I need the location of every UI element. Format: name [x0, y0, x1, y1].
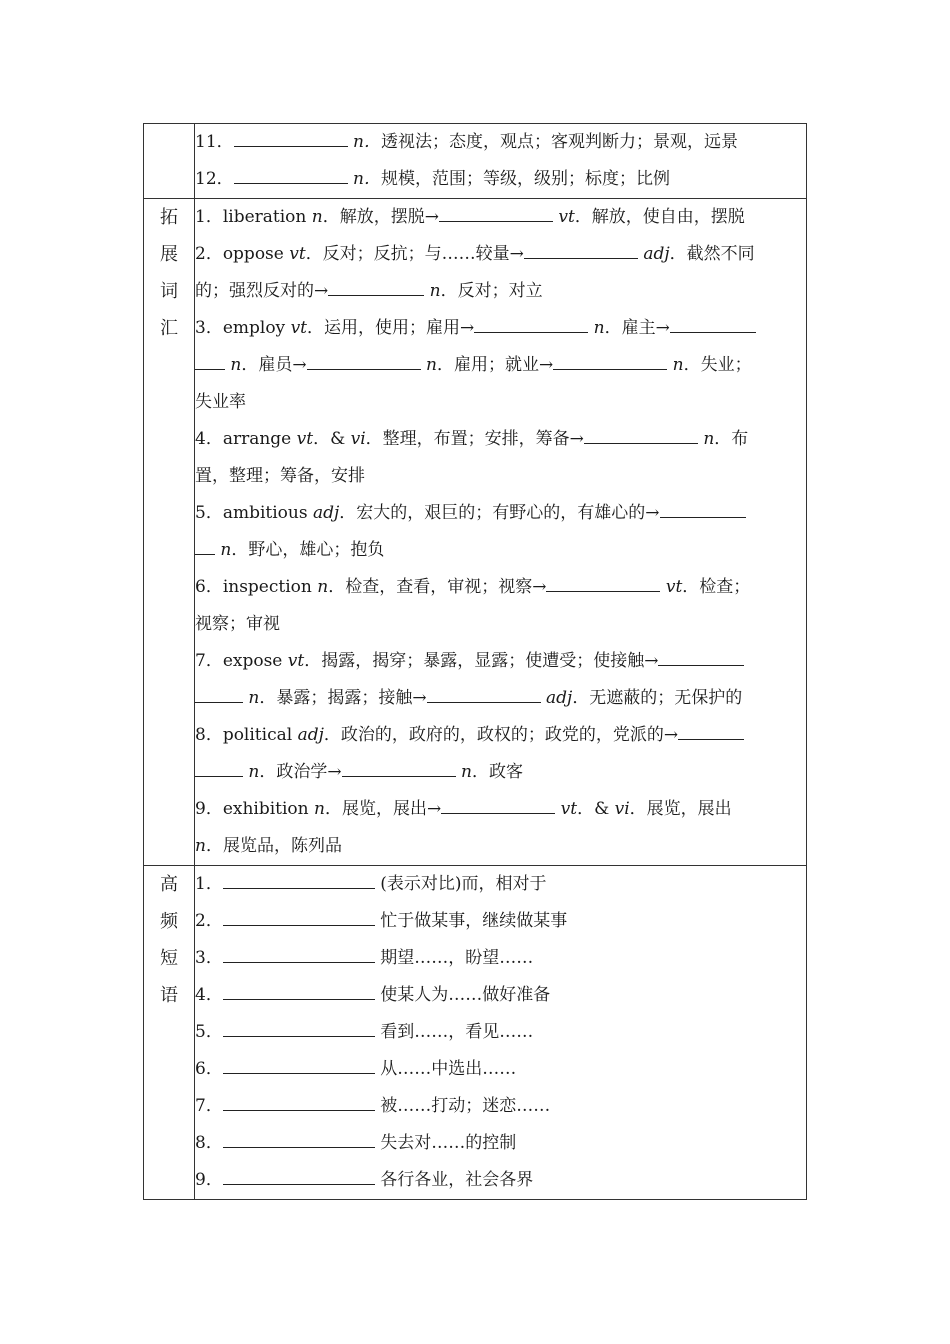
list-item	[195, 161, 806, 198]
item-meaning: 失去对……的控制	[380, 1133, 517, 1153]
text: ．政治的，政府的，政权的；政党的，党派的→	[323, 725, 679, 745]
text: ．野心，雄心；抱负	[231, 540, 385, 560]
vocab-line	[195, 421, 806, 458]
part-of-speech: n	[311, 207, 323, 227]
text: ．揭露，揭穿；暴露，显露；使遭受；使接触→	[304, 651, 659, 671]
part-of-speech: vt	[290, 318, 307, 338]
vocab-line	[195, 828, 806, 865]
item-meaning: 忙于做某事，继续做某事	[380, 911, 568, 931]
extended-vocab-label	[144, 199, 195, 866]
text: ．政治学→	[259, 762, 342, 782]
text: 3．employ	[195, 318, 291, 338]
text: ．宏大的，艰巨的；有野心的，有雄心的→	[339, 503, 660, 523]
answer-blank[interactable]	[223, 944, 375, 963]
answer-blank[interactable]	[195, 536, 215, 555]
phrase-item	[195, 977, 806, 1014]
text: ．解放，摆脱→	[322, 207, 439, 227]
part-of-speech: vt	[296, 429, 314, 449]
answer-blank[interactable]	[342, 758, 456, 777]
part-of-speech: n	[426, 355, 437, 375]
answer-blank[interactable]	[307, 351, 421, 370]
answer-blank[interactable]	[427, 684, 541, 703]
text: ．反对；对立	[440, 281, 543, 301]
extended-vocab-content	[195, 199, 807, 866]
answer-blank[interactable]	[223, 1129, 375, 1148]
phrase-item	[195, 1125, 806, 1162]
label-char: 语	[160, 985, 178, 1006]
part-of-speech: n	[461, 762, 472, 782]
answer-blank[interactable]	[195, 684, 243, 703]
phrases-content	[195, 866, 807, 1200]
continued-content-cell	[195, 124, 807, 199]
text: ．展览，展出	[629, 799, 732, 819]
text: 5．ambitious	[195, 503, 313, 523]
text: ．雇员→	[241, 355, 307, 375]
vocab-line	[195, 384, 806, 421]
part-of-speech: n．	[353, 132, 381, 152]
vocab-line	[195, 532, 806, 569]
label-char: 拓	[160, 207, 178, 228]
extended-vocab-row	[144, 199, 807, 866]
text: ．政客	[471, 762, 523, 782]
item-number: 3．	[195, 948, 223, 968]
text: ．展览，展出→	[324, 799, 442, 819]
item-meaning: 看到……，看见……	[380, 1022, 534, 1042]
vocab-line	[195, 643, 806, 680]
part-of-speech: adj	[297, 725, 324, 745]
label-char: 词	[160, 281, 178, 302]
answer-blank[interactable]	[328, 277, 424, 296]
continued-label-cell	[144, 124, 195, 199]
answer-blank[interactable]	[234, 165, 348, 184]
vocab-line	[195, 791, 806, 828]
vocab-line	[195, 495, 806, 532]
item-meaning: 被……打动；迷恋……	[380, 1096, 551, 1116]
answer-blank[interactable]	[223, 1166, 375, 1185]
text: ．截然不同	[669, 244, 755, 264]
part-of-speech: n	[248, 762, 260, 782]
part-of-speech: vi	[614, 799, 630, 819]
vocabulary-table	[143, 123, 807, 1200]
vocab-line	[195, 606, 806, 643]
answer-blank[interactable]	[660, 499, 746, 518]
vocab-line	[195, 347, 806, 384]
phrase-item	[195, 903, 806, 940]
answer-blank[interactable]	[670, 314, 756, 333]
vocab-line	[195, 199, 806, 236]
item-number: 9．	[195, 1170, 223, 1190]
label-char: 高	[160, 874, 178, 895]
answer-blank[interactable]	[553, 351, 667, 370]
phrase-item	[195, 1162, 806, 1199]
text: 视察；审视	[195, 614, 280, 634]
part-of-speech: n	[230, 355, 242, 375]
vocab-line	[195, 754, 806, 791]
text: ．雇用；就业→	[436, 355, 554, 375]
part-of-speech: adj	[643, 244, 670, 264]
text: 1．liberation	[195, 207, 312, 227]
item-meaning: 期望……，盼望……	[380, 948, 534, 968]
text: 9．exhibition	[195, 799, 315, 819]
text: 的；强烈反对的→	[195, 281, 329, 301]
item-number: 4．	[195, 985, 223, 1005]
answer-blank[interactable]	[678, 721, 744, 740]
item-meaning: 从……中选出……	[380, 1059, 517, 1079]
answer-blank[interactable]	[584, 425, 698, 444]
text: 6．inspection	[195, 577, 318, 597]
answer-blank[interactable]	[439, 203, 553, 222]
part-of-speech: vt	[289, 244, 306, 264]
answer-blank[interactable]	[524, 240, 638, 259]
text: ．整理，布置；安排，筹备→	[365, 429, 584, 449]
label-char: 汇	[160, 318, 178, 339]
phrase-item	[195, 866, 806, 903]
vocab-line	[195, 236, 806, 273]
text: ．解放，使自由，摆脱	[574, 207, 745, 227]
part-of-speech: n	[195, 836, 206, 856]
text: ．检查；	[682, 577, 751, 597]
text: ．&	[577, 799, 615, 819]
text: 4．arrange	[195, 429, 297, 449]
text: ．展览品，陈列品	[205, 836, 342, 856]
answer-blank[interactable]	[223, 1018, 375, 1037]
text: 置，整理；筹备，安排	[195, 466, 365, 486]
vocab-line	[195, 273, 806, 310]
part-of-speech: n	[703, 429, 715, 449]
text: ．检查，查看，审视；视察→	[328, 577, 547, 597]
item-number: 6．	[195, 1059, 223, 1079]
part-of-speech: n	[220, 540, 232, 560]
part-of-speech: vt	[560, 799, 578, 819]
answer-blank[interactable]	[223, 981, 375, 1000]
vocab-line	[195, 569, 806, 606]
answer-blank[interactable]	[223, 1055, 375, 1074]
answer-blank[interactable]	[195, 351, 225, 370]
part-of-speech: adj	[312, 503, 340, 523]
part-of-speech: n	[429, 281, 441, 301]
item-meaning: 各行各业，社会各界	[380, 1170, 534, 1190]
answer-blank[interactable]	[658, 647, 744, 666]
text: 2．oppose	[195, 244, 290, 264]
text: ．布	[714, 429, 749, 449]
vocab-line	[195, 680, 806, 717]
text: 7．expose	[195, 651, 288, 671]
part-of-speech: vi	[350, 429, 366, 449]
item-number: 5．	[195, 1022, 223, 1042]
vocab-line	[195, 310, 806, 347]
item-meaning: 透视法；态度，观点；客观判断力；景观，远景	[381, 132, 738, 152]
phrase-item	[195, 940, 806, 977]
answer-blank[interactable]	[441, 795, 555, 814]
answer-blank[interactable]	[223, 1092, 375, 1111]
text: ．运用，使用；雇用→	[307, 318, 475, 338]
item-meaning: 使某人为……做好准备	[380, 985, 551, 1005]
item-number: 11．	[195, 132, 234, 152]
part-of-speech: n	[314, 799, 325, 819]
label-char: 展	[160, 244, 178, 265]
text: 8．political	[195, 725, 298, 745]
text: ．失业；	[683, 355, 752, 375]
part-of-speech: vt	[287, 651, 305, 671]
item-number: 8．	[195, 1133, 223, 1153]
part-of-speech: vt	[665, 577, 683, 597]
part-of-speech: n	[672, 355, 684, 375]
vocab-line	[195, 717, 806, 754]
part-of-speech: n	[317, 577, 329, 597]
answer-blank[interactable]	[234, 128, 348, 147]
answer-blank[interactable]	[195, 758, 243, 777]
label-char: 短	[160, 948, 178, 969]
phrases-row	[144, 866, 807, 1200]
label-char: 频	[160, 911, 178, 932]
text: 失业率	[195, 392, 246, 412]
item-number: 7．	[195, 1096, 223, 1116]
answer-blank[interactable]	[546, 573, 660, 592]
phrase-item	[195, 1088, 806, 1125]
text: ．反对；反抗；与……较量→	[305, 244, 524, 264]
part-of-speech: n	[593, 318, 605, 338]
part-of-speech: n．	[353, 169, 381, 189]
text: ．雇主→	[604, 318, 670, 338]
vocab-line	[195, 458, 806, 495]
text: ．暴露；揭露；接触→	[259, 688, 427, 708]
part-of-speech: n	[248, 688, 260, 708]
continued-row	[144, 124, 807, 199]
answer-blank[interactable]	[223, 907, 375, 926]
text: ．无遮蔽的；无保护的	[572, 688, 743, 708]
item-number: 1．	[195, 874, 223, 894]
item-number: 2．	[195, 911, 223, 931]
phrases-label	[144, 866, 195, 1200]
part-of-speech: adj	[546, 688, 573, 708]
phrase-item	[195, 1014, 806, 1051]
answer-blank[interactable]	[474, 314, 588, 333]
phrase-item	[195, 1051, 806, 1088]
list-item	[195, 124, 806, 161]
part-of-speech: vt	[558, 207, 575, 227]
item-number: 12．	[195, 169, 234, 189]
item-meaning: 规模，范围；等级，级别；标度；比例	[381, 169, 670, 189]
text: ．&	[313, 429, 351, 449]
answer-blank[interactable]	[223, 870, 375, 889]
item-meaning: (表示对比)而，相对于	[380, 874, 547, 894]
